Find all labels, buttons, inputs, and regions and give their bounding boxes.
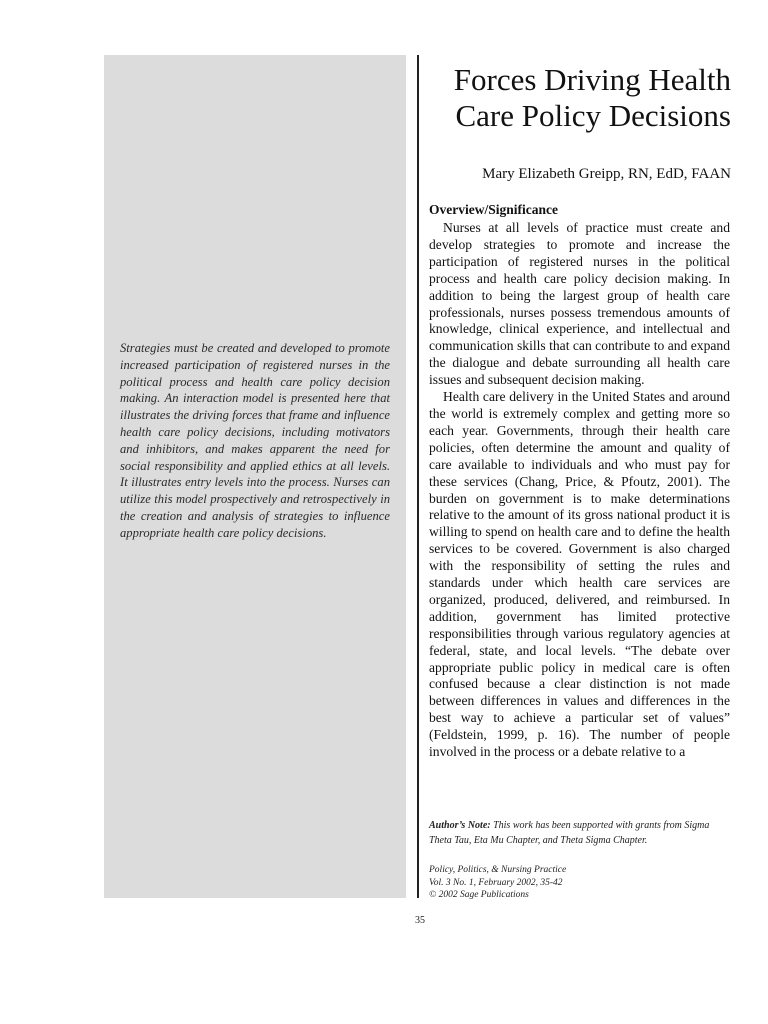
body-paragraph: Health care delivery in the United States and around the world is extremely complex and getting more so each year. Governments, through their health care policies, often determine the amount and quality of care available to individuals and who must pay for these services (Chang, Price, & Pfoutz, 2001). The burden on government is to make determinations relative to the amount of its gross national product it is willing to spend on health care and to define the health services to be covered. Government is also charged with the responsibility of setting the rules and standards under which health care services are organized, produced, delivered, and reimbursed. In addition, government has limited protective responsibilities through various regulatory agencies at federal, state, and local levels. “The debate over appropriate public policy in medical care is often confused because a clear distinction is not made between differences in values and differences in the best way to achieve a particular set of values” (Feldstein, 1999, p. 16). The number of people involved in the process or a debate relative to a <box>429 389 730 760</box>
authors-note <box>429 818 730 848</box>
section-heading: Overview/Significance <box>429 202 558 217</box>
abstract-text: Strategies must be created and developed to promote increased participation of registered nurses in the political process and health care policy decision making. An interaction model is presented here that illustrates the driving forces that frame and influence health care policy decisions, including motivators and inhibitors, and makes apparent the need for social responsibility and applied ethics at all levels. It illustrates entry levels into the process. Nurses can utilize this model prospectively and retrospectively in the creation and analysis of strategies to influence appropriate health care policy decisions. <box>120 341 390 540</box>
authors-note-label: Author’s Note: <box>429 820 491 831</box>
column-divider <box>417 55 419 898</box>
journal-copyright: © 2002 Sage Publications <box>429 890 529 900</box>
authors-note-text: This work has been supported with grants from Sigma Theta Tau, Eta Mu Chapter, and Theta Sigma Chapter. <box>429 820 710 846</box>
body-paragraph: Nurses at all levels of practice must create and develop strategies to promote and increase the participation of registered nurses in the political process and health care policy decision making. In addition to being the largest group of health care professionals, nurses possess tremendous amounts of knowledge, clinical experience, and intellectual and communication skills that can contribute to and expand the dialogue and debate surrounding all health care issues and subsequent decision making. <box>429 220 730 388</box>
journal-citation <box>429 864 730 902</box>
journal-name: Policy, Politics, & Nursing Practice <box>429 865 567 875</box>
author-line: Mary Elizabeth Greipp, RN, EdD, FAAN <box>482 166 731 182</box>
article-title: Forces Driving Health Care Policy Decisions <box>453 62 731 133</box>
body-column <box>429 202 730 761</box>
journal-volume: Vol. 3 No. 1, February 2002, 35-42 <box>429 877 563 888</box>
page-number: 35 <box>415 915 425 926</box>
